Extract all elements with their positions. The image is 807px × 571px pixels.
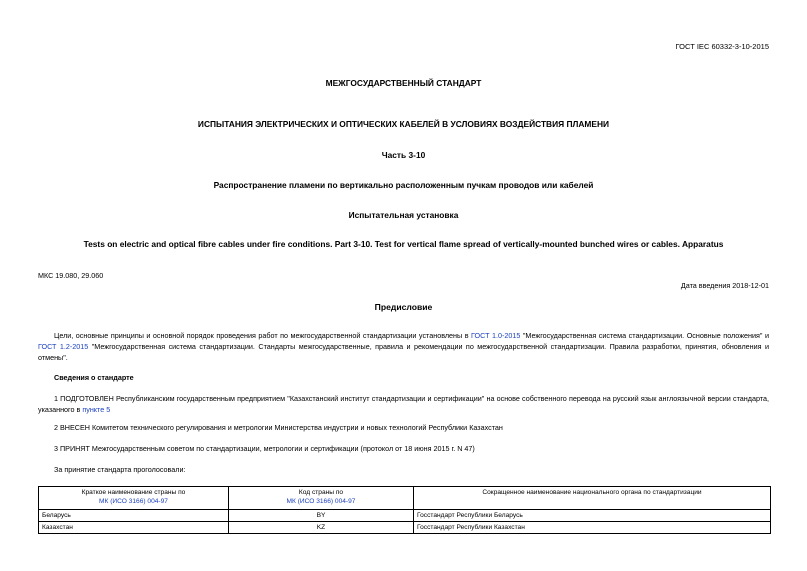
column-header-country [39, 487, 229, 510]
mk-iso-3166-link[interactable]: МК (ИСО 3166) 004-97 [286, 498, 356, 505]
national-body-cell: Госстандарт Республики Казахстан [414, 522, 771, 534]
info-item-1-text: 1 ПОДГОТОВЛЕН Республиканским государственным предприятием "Казахстанский институт стандартизации и сертификации" на основе собственного перевода на русский язык англоязычной версии стандарта, указанного в [38, 394, 769, 414]
column-header-code [229, 487, 414, 510]
english-title: Tests on electric and optical fibre cables under fire conditions. Part 3-10. Test for vertical flame spread of vertically-mounted bunched wires or cables. Apparatus [83, 239, 724, 249]
column-header-body: Сокращенное наименование национального органа по стандартизации [414, 487, 771, 510]
document-subtitle: Распространение пламени по вертикально расположенным пучкам проводов или кабелей [213, 180, 594, 190]
preface-text: "Межгосударственная система стандартизации. Стандарты межгосударственные, правила и рекомендации по межгосударственной стандартизации. Правила разработки, принятия, обновления и отмены". [38, 342, 769, 362]
column-header-country-line1: Краткое наименование страны по [81, 489, 186, 496]
column-header-code-line1: Код страны по [298, 489, 344, 496]
voted-label: За принятие стандарта проголосовали: [54, 465, 186, 474]
country-code-cell: KZ [229, 522, 414, 534]
voting-table [38, 486, 771, 534]
table-header-row [39, 487, 771, 510]
mk-iso-3166-link[interactable]: МК (ИСО 3166) 004-97 [99, 498, 168, 505]
preface-text: "Межгосударственная система стандартизации. Основные положения" и [520, 331, 769, 340]
country-cell: Казахстан [39, 522, 229, 534]
standard-type-heading: МЕЖГОСУДАРСТВЕННЫЙ СТАНДАРТ [325, 78, 482, 88]
info-heading: Сведения о стандарте [54, 373, 134, 382]
preface-heading: Предисловие [374, 302, 433, 312]
clause-5-link[interactable]: пункте 5 [82, 405, 111, 414]
mks-code: МКС 19.080, 29.060 [38, 271, 104, 280]
preface-paragraph-1 [38, 330, 769, 363]
gost-1-0-link[interactable]: ГОСТ 1.0-2015 [471, 331, 521, 340]
gost-1-2-link[interactable]: ГОСТ 1.2-2015 [38, 342, 89, 351]
country-cell: Беларусь [39, 510, 229, 522]
info-item-1 [38, 393, 769, 415]
document-code: ГОСТ IEC 60332-3-10-2015 [675, 42, 769, 51]
table-row [39, 522, 771, 534]
document-title: ИСПЫТАНИЯ ЭЛЕКТРИЧЕСКИХ И ОПТИЧЕСКИХ КАБЕЛЕЙ В УСЛОВИЯХ ВОЗДЕЙСТВИЯ ПЛАМЕНИ [197, 119, 610, 129]
table-row [39, 510, 771, 522]
part-number: Часть 3-10 [381, 150, 426, 160]
preface-text: Цели, основные принципы и основной порядок проведения работ по межгосударственной стандартизации установлены в [54, 331, 472, 340]
introduction-date: Дата введения 2018-12-01 [680, 281, 769, 290]
country-code-cell: BY [229, 510, 414, 522]
info-item-3: 3 ПРИНЯТ Межгосударственным советом по стандартизации, метрологии и сертификации (протокол от 18 июня 2015 г. N 47) [54, 444, 475, 453]
document-subtitle-2: Испытательная установка [348, 210, 459, 220]
national-body-cell: Госстандарт Республики Беларусь [414, 510, 771, 522]
info-item-2: 2 ВНЕСЕН Комитетом технического регулирования и метрологии Министерства индустрии и новых технологий Республики Казахстан [54, 423, 503, 432]
